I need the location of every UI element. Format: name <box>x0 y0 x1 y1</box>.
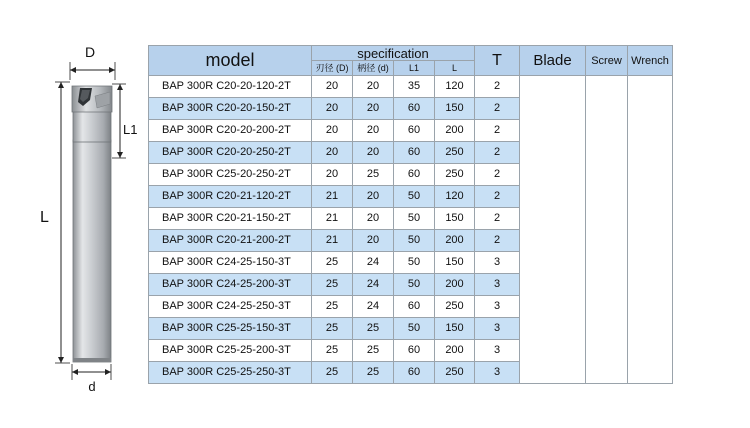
cell-d: 25 <box>353 164 394 186</box>
spec-table <box>148 45 673 384</box>
cell-d: 24 <box>353 252 394 274</box>
cell-L1: 60 <box>394 340 435 362</box>
cell-D: 25 <box>312 318 353 340</box>
cell-D: 25 <box>312 274 353 296</box>
cell-model: BAP 300R C25-25-150-3T <box>149 318 312 340</box>
cell-T: 3 <box>475 362 520 384</box>
cell-T: 2 <box>475 164 520 186</box>
header-sub-L1: L1 <box>394 61 435 76</box>
header-sub-d: 柄径 (d) <box>353 61 394 76</box>
cell-T: 2 <box>475 142 520 164</box>
cell-L1: 50 <box>394 252 435 274</box>
blade-column <box>520 76 586 384</box>
cell-D: 20 <box>312 142 353 164</box>
cell-T: 2 <box>475 186 520 208</box>
cell-D: 20 <box>312 120 353 142</box>
cell-L: 150 <box>435 208 475 230</box>
cell-L: 250 <box>435 164 475 186</box>
cell-L1: 60 <box>394 120 435 142</box>
cell-D: 20 <box>312 164 353 186</box>
cell-D: 21 <box>312 208 353 230</box>
cell-L1: 60 <box>394 296 435 318</box>
dimension-L <box>40 82 70 363</box>
cell-L1: 50 <box>394 186 435 208</box>
cell-d: 20 <box>353 98 394 120</box>
cell-T: 2 <box>475 76 520 98</box>
cell-T: 3 <box>475 274 520 296</box>
cell-L1: 60 <box>394 142 435 164</box>
cell-D: 25 <box>312 296 353 318</box>
cell-model: BAP 300R C24-25-150-3T <box>149 252 312 274</box>
cell-D: 21 <box>312 186 353 208</box>
cell-model: BAP 300R C20-20-250-2T <box>149 142 312 164</box>
cell-model: BAP 300R C20-20-120-2T <box>149 76 312 98</box>
cell-d: 20 <box>353 142 394 164</box>
cell-model: BAP 300R C25-25-250-3T <box>149 362 312 384</box>
cell-model: BAP 300R C25-25-200-3T <box>149 340 312 362</box>
cell-L1: 50 <box>394 208 435 230</box>
cell-L: 250 <box>435 142 475 164</box>
cell-L1: 60 <box>394 164 435 186</box>
cell-L1: 35 <box>394 76 435 98</box>
cell-L: 120 <box>435 76 475 98</box>
end-mill-tool <box>72 86 112 362</box>
cell-T: 2 <box>475 208 520 230</box>
cell-D: 25 <box>312 340 353 362</box>
cell-L: 250 <box>435 296 475 318</box>
cell-L: 200 <box>435 340 475 362</box>
cell-L: 250 <box>435 362 475 384</box>
cell-model: BAP 300R C20-21-120-2T <box>149 186 312 208</box>
cell-L1: 60 <box>394 98 435 120</box>
cell-T: 2 <box>475 120 520 142</box>
label-d: d <box>88 379 96 394</box>
header-screw: Screw <box>586 46 628 76</box>
cell-L: 200 <box>435 274 475 296</box>
cell-d: 25 <box>353 318 394 340</box>
table-row <box>149 76 673 98</box>
cell-L1: 50 <box>394 274 435 296</box>
header-sub-L: L <box>435 61 475 76</box>
header-T: T <box>475 46 520 76</box>
wrench-column <box>628 76 673 384</box>
screw-column <box>586 76 628 384</box>
cell-L: 120 <box>435 186 475 208</box>
cell-L: 150 <box>435 252 475 274</box>
header-model: model <box>149 46 312 76</box>
cell-D: 20 <box>312 98 353 120</box>
cell-d: 20 <box>353 76 394 98</box>
cell-T: 3 <box>475 318 520 340</box>
cell-L1: 50 <box>394 318 435 340</box>
cell-T: 3 <box>475 296 520 318</box>
cell-T: 3 <box>475 340 520 362</box>
cell-d: 20 <box>353 208 394 230</box>
cell-model: BAP 300R C25-20-250-2T <box>149 164 312 186</box>
cell-model: BAP 300R C20-20-200-2T <box>149 120 312 142</box>
header-wrench: Wrench <box>628 46 673 76</box>
cell-L1: 60 <box>394 362 435 384</box>
cell-T: 2 <box>475 230 520 252</box>
cell-d: 24 <box>353 296 394 318</box>
cell-L: 200 <box>435 120 475 142</box>
dimension-L1 <box>112 84 137 158</box>
dimension-d <box>72 364 111 394</box>
cell-L: 150 <box>435 318 475 340</box>
cell-D: 21 <box>312 230 353 252</box>
cell-d: 20 <box>353 186 394 208</box>
cell-d: 25 <box>353 340 394 362</box>
dimension-D <box>70 44 115 80</box>
cell-model: BAP 300R C24-25-250-3T <box>149 296 312 318</box>
cell-d: 20 <box>353 230 394 252</box>
label-L: L <box>40 209 49 226</box>
cell-d: 24 <box>353 274 394 296</box>
cell-D: 25 <box>312 252 353 274</box>
header-blade: Blade <box>520 46 586 76</box>
label-D: D <box>84 44 96 60</box>
header-sub-D: 刃径 (D) <box>312 61 353 76</box>
cell-model: BAP 300R C20-20-150-2T <box>149 98 312 120</box>
cell-model: BAP 300R C24-25-200-3T <box>149 274 312 296</box>
cell-L: 150 <box>435 98 475 120</box>
cell-d: 20 <box>353 120 394 142</box>
cell-D: 20 <box>312 76 353 98</box>
cell-T: 3 <box>475 252 520 274</box>
cell-model: BAP 300R C20-21-150-2T <box>149 208 312 230</box>
label-L1: L1 <box>123 122 138 137</box>
cell-D: 25 <box>312 362 353 384</box>
cell-L1: 50 <box>394 230 435 252</box>
cell-L: 200 <box>435 230 475 252</box>
cell-T: 2 <box>475 98 520 120</box>
header-specification: specification <box>312 46 475 61</box>
cell-d: 25 <box>353 362 394 384</box>
tool-drawing <box>0 0 150 428</box>
cell-model: BAP 300R C20-21-200-2T <box>149 230 312 252</box>
